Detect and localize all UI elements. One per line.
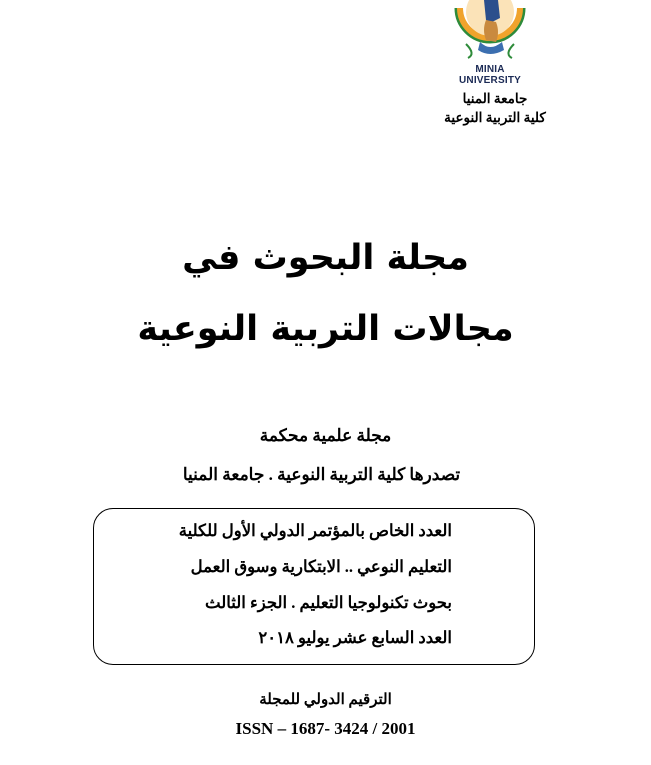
journal-title-line-1: مجلة البحوث في: [182, 238, 469, 278]
publisher-line: تصدرها كلية التربية النوعية . جامعة المنيا: [182, 465, 461, 484]
issue-section-line: بحوث تكنولوجيا التعليم . الجزء الثالث: [205, 593, 452, 612]
issue-number-line: العدد السابع عشر يوليو ٢٠١٨: [258, 628, 452, 647]
journal-title-line-2: مجالات التربية النوعية: [137, 309, 514, 349]
nefertiti-emblem-icon: [446, 0, 534, 66]
issue-info-box: [93, 508, 535, 665]
journal-description: مجلة علمية محكمة: [259, 426, 392, 445]
issue-conference-line: العدد الخاص بالمؤتمر الدولي الأول للكلية: [178, 521, 452, 540]
issn-number: ISSN – 1687- 3424 / 2001: [235, 719, 416, 738]
university-name: جامعة المنيا: [462, 91, 528, 106]
university-logo: [446, 0, 534, 86]
issue-theme-line: التعليم النوعي .. الابتكارية وسوق العمل: [190, 557, 452, 576]
institution-header: [400, 89, 590, 127]
issn-label: الترقيم الدولي للمجلة: [259, 692, 392, 708]
faculty-name: كلية التربية النوعية: [444, 110, 546, 125]
logo-caption: MINIA UNIVERSITY: [458, 64, 521, 86]
